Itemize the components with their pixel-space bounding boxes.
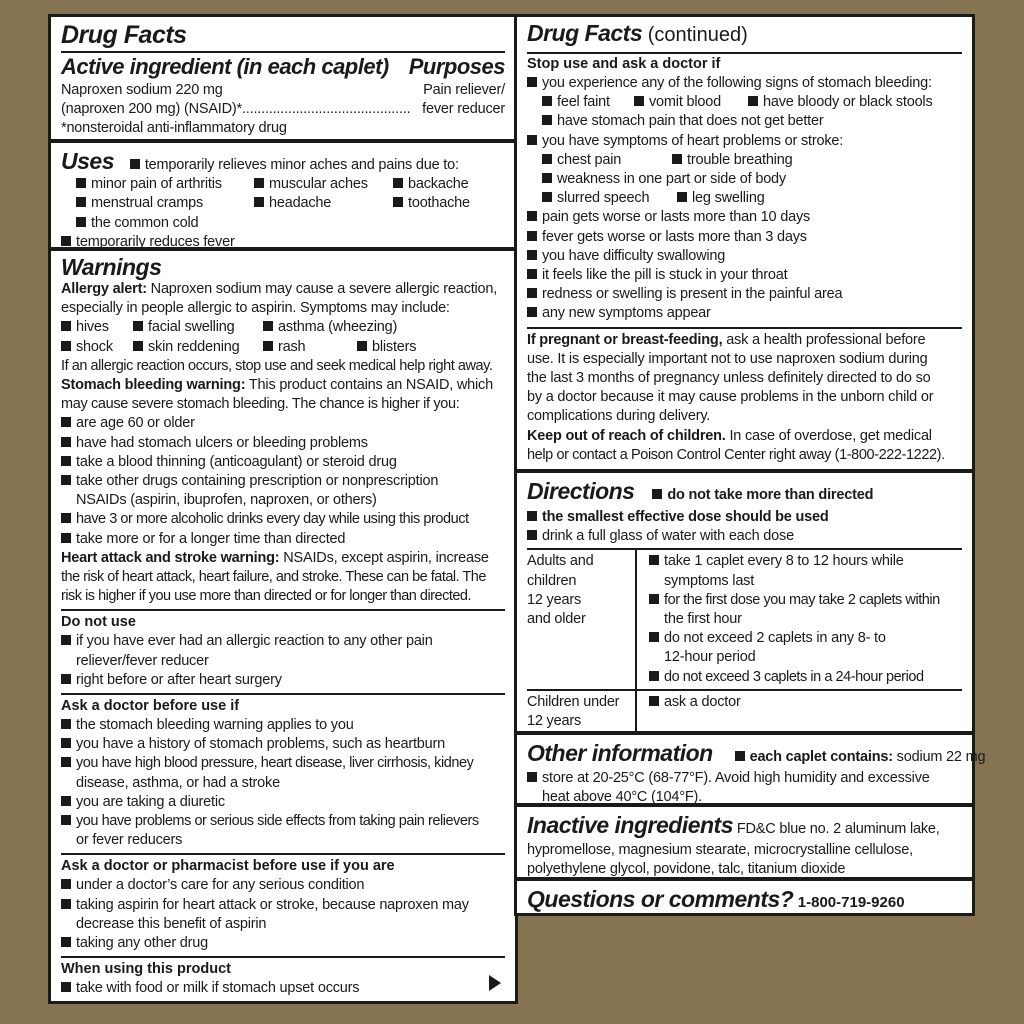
list-item: do not exceed 3 caplets in a 24-hour period <box>649 668 962 687</box>
pregnant-label: If pregnant or breast-feeding, <box>527 331 723 348</box>
use-item: headache <box>254 194 393 213</box>
bullet-icon <box>133 321 143 331</box>
bullet-icon <box>61 321 71 331</box>
bullet-icon <box>527 269 537 279</box>
list-item: take more or for a longer time than directed <box>61 530 505 549</box>
bullet-icon <box>677 192 687 202</box>
directions-heading: Directions <box>527 478 635 504</box>
bullet-icon <box>61 982 71 992</box>
inactive-ingredients-heading: Inactive ingredients <box>527 812 734 838</box>
ingredient-line-2: (naproxen 200 mg) (NSAID)* <box>61 101 242 118</box>
bullet-icon <box>735 751 745 761</box>
symptom-item: blisters <box>357 338 505 357</box>
directions-section <box>517 469 972 733</box>
bullet-icon <box>357 341 367 351</box>
symptom-item: facial swelling <box>133 318 263 337</box>
questions-heading: Questions or comments? <box>527 886 794 912</box>
list-item: have 3 or more alcoholic drinks every day while using this product <box>61 510 505 529</box>
stomach-text: may cause severe stomach bleeding. The chance is higher if you: <box>61 396 460 413</box>
bullet-icon <box>672 154 682 164</box>
bullet-icon <box>263 341 273 351</box>
sub-item: have stomach pain that does not get better <box>527 112 962 131</box>
list-item: you are taking a diuretic <box>61 793 505 812</box>
active-ingredient-heading: Active ingredient (in each caplet) <box>61 54 389 79</box>
bullet-icon <box>76 178 86 188</box>
divider <box>527 327 962 329</box>
list-item: take with food or milk if stomach upset occurs <box>61 979 505 998</box>
dosage-cell: take 1 caplet every 8 to 12 hours while symptoms last for the first dose you may take 2 caplets within the first hour do not exceed 2 caplets in any 8- to 12-hour period do not exceed 3 caplets in a 24-hour period <box>636 550 962 689</box>
list-item: redness or swelling is present in the painful area <box>527 285 962 304</box>
ingredient-footnote: *nonsteroidal anti-inflammatory drug <box>61 120 287 137</box>
inactive-text: polyethylene glycol, povidone, talc, titanium dioxide <box>527 861 846 878</box>
list-item: taking any other drug <box>61 934 505 953</box>
keep-out-text: In case of overdose, get medical <box>725 427 932 444</box>
bullet-icon <box>634 96 644 106</box>
list-item: you have problems or serious side effects from taking pain relievers <box>61 812 505 831</box>
bullet-icon <box>527 772 537 782</box>
list-item-continued: disease, asthma, or had a stroke <box>76 774 280 791</box>
bullet-icon <box>61 674 71 684</box>
list-item: you have symptoms of heart problems or stroke: <box>527 132 962 151</box>
drug-facts-continued-title: Drug Facts <box>527 20 643 46</box>
pregnant-text: ask a health professional before <box>722 331 926 348</box>
bullet-icon <box>649 632 659 642</box>
list-item: store at 20-25°C (68-77°F). Avoid high humidity and excessive <box>527 769 962 788</box>
direction-bold: do not take more than directed <box>667 487 874 503</box>
other-information-heading: Other information <box>527 740 713 766</box>
symptom-item: shock <box>61 338 133 357</box>
inactive-text: FD&C blue no. 2 aluminum lake, <box>733 821 940 837</box>
age-group-cell: Children under 12 years <box>527 690 636 733</box>
heart-text: NSAIDs, except aspirin, increase <box>279 549 489 566</box>
list-item-continued: reliever/fever reducer <box>76 652 209 669</box>
list-item-continued: or fever reducers <box>76 832 183 849</box>
warnings-heading: Warnings <box>61 254 162 280</box>
bullet-icon <box>527 135 537 145</box>
bullet-icon <box>542 96 552 106</box>
sub-item: feel faint <box>542 93 634 112</box>
bullet-icon <box>61 719 71 729</box>
bullet-icon <box>61 635 71 645</box>
bullet-icon <box>652 489 662 499</box>
list-item-continued: decrease this benefit of aspirin <box>76 915 267 932</box>
bullet-icon <box>61 879 71 889</box>
drug-facts-title: Drug Facts <box>61 21 187 49</box>
list-item: do not exceed 2 caplets in any 8- to <box>649 629 962 648</box>
list-item: are age 60 or older <box>61 414 505 433</box>
age-group-cell: Adults and children 12 years and older <box>527 550 636 689</box>
sub-item: weakness in one part or side of body <box>527 170 962 189</box>
stop-use-section <box>517 19 972 465</box>
list-item: drink a full glass of water with each dose <box>527 527 962 546</box>
bullet-icon <box>61 738 71 748</box>
use-item: minor pain of arthritis <box>76 175 254 194</box>
questions-section <box>517 877 972 913</box>
bullet-icon <box>527 211 537 221</box>
sub-item: leg swelling <box>677 189 765 208</box>
bullet-icon <box>542 154 552 164</box>
bullet-icon <box>254 178 264 188</box>
bullet-icon <box>61 796 71 806</box>
list-item: you have difficulty swallowing <box>527 247 962 266</box>
stomach-text: This product contains an NSAID, which <box>245 377 493 394</box>
list-item: taking aspirin for heart attack or stroke, because naproxen may <box>61 896 505 915</box>
list-item: you experience any of the following signs of stomach bleeding: <box>527 74 962 93</box>
bullet-icon <box>61 899 71 909</box>
continued-label: (continued) <box>642 24 748 46</box>
list-item: take a blood thinning (anticoagulant) or steroid drug <box>61 453 505 472</box>
list-item: take other drugs containing prescription or nonprescription <box>61 472 505 491</box>
list-item: take 1 caplet every 8 to 12 hours while <box>649 552 962 571</box>
list-item: you have high blood pressure, heart disease, liver cirrhosis, kidney <box>61 754 505 773</box>
bullet-icon <box>748 96 758 106</box>
bullet-icon <box>649 555 659 565</box>
allergy-text: Naproxen sodium may cause a severe allergic reaction, <box>146 281 498 297</box>
list-item: any new symptoms appear <box>527 304 962 323</box>
list-item-continued: heat above 40°C (104°F). <box>542 789 702 806</box>
drug-facts-left-panel <box>48 14 518 1004</box>
divider <box>61 853 505 855</box>
purpose-line-2: fever reducer <box>422 101 505 118</box>
list-item: you have a history of stomach problems, such as heartburn <box>61 735 505 754</box>
ask-doctor-heading: Ask a doctor before use if <box>61 698 240 715</box>
bullet-icon <box>61 533 71 543</box>
bullet-icon <box>61 815 71 825</box>
bullet-icon <box>649 696 659 706</box>
sodium-label: each caplet contains: <box>749 749 893 765</box>
divider <box>61 693 505 695</box>
bullet-icon <box>527 250 537 260</box>
symptom-item: hives <box>61 318 133 337</box>
sub-item: have bloody or black stools <box>748 93 933 112</box>
list-item: for the first dose you may take 2 caplets within <box>649 591 962 610</box>
other-information-section <box>517 731 986 806</box>
sub-item: chest pain <box>542 151 672 170</box>
do-not-use-heading: Do not use <box>61 614 136 631</box>
pregnant-text: the last 3 months of pregnancy unless definitely directed to do so <box>527 370 931 387</box>
allergy-action: If an allergic reaction occurs, stop use and seek medical help right away. <box>61 357 493 374</box>
bullet-icon <box>393 178 403 188</box>
bullet-icon <box>76 217 86 227</box>
bullet-icon <box>61 513 71 523</box>
stomach-warning-label: Stomach bleeding warning: <box>61 377 246 394</box>
use-item: muscular aches <box>254 175 393 194</box>
list-item: pain gets worse or lasts more than 10 days <box>527 208 962 227</box>
bullet-icon <box>61 937 71 947</box>
list-item: it feels like the pill is stuck in your throat <box>527 266 962 285</box>
list-item: have had stomach ulcers or bleeding problems <box>61 434 505 453</box>
bullet-icon <box>61 475 71 485</box>
use-item: backache <box>393 175 505 194</box>
use-item: temporarily reduces fever <box>61 233 505 252</box>
bullet-icon <box>254 197 264 207</box>
list-item: fever gets worse or lasts more than 3 days <box>527 228 962 247</box>
sub-item: trouble breathing <box>672 151 792 170</box>
uses-heading: Uses <box>61 148 114 174</box>
inactive-ingredients-section <box>517 803 972 877</box>
sub-item: slurred speech <box>542 189 677 208</box>
symptom-item: skin reddening <box>133 338 263 357</box>
heart-warning-label: Heart attack and stroke warning: <box>61 549 280 566</box>
list-item-continued: NSAIDs (aspirin, ibuprofen, naproxen, or others) <box>76 492 377 509</box>
bullet-icon <box>61 757 71 767</box>
bullet-icon <box>649 671 659 681</box>
bullet-icon <box>527 288 537 298</box>
list-item: right before or after heart surgery <box>61 671 505 690</box>
bullet-icon <box>61 341 71 351</box>
divider <box>61 956 505 958</box>
heart-text: the risk of heart attack, heart failure, and stroke. These can be fatal. The <box>61 569 486 586</box>
bullet-icon <box>542 173 552 183</box>
bullet-icon <box>76 197 86 207</box>
list-item: the stomach bleeding warning applies to you <box>61 716 505 735</box>
purposes-heading: Purposes <box>408 54 505 79</box>
uses-section <box>51 139 515 249</box>
keep-out-text: help or contact a Poison Control Center right away (1-800-222-1222). <box>527 446 945 463</box>
pregnant-text: use. It is especially important not to use naproxen sodium during <box>527 350 928 367</box>
when-using-heading: When using this product <box>61 961 231 978</box>
bullet-icon <box>542 192 552 202</box>
divider <box>61 609 505 611</box>
bullet-icon <box>527 77 537 87</box>
bullet-icon <box>649 594 659 604</box>
allergy-text: especially in people allergic to aspirin. Symptoms may include: <box>61 300 450 317</box>
table-row <box>527 690 962 733</box>
continue-arrow-icon <box>489 975 501 991</box>
warnings-section <box>51 247 515 1001</box>
dot-leader: ............................................ <box>241 101 411 118</box>
table-row <box>527 550 962 689</box>
dosage-cell <box>636 690 962 733</box>
pregnant-text: complications during delivery. <box>527 408 711 425</box>
stop-use-heading: Stop use and ask a doctor if <box>527 56 721 72</box>
bullet-icon <box>133 341 143 351</box>
uses-intro: temporarily relieves minor aches and pains due to: <box>144 157 459 173</box>
active-ingredient-section <box>51 19 515 141</box>
sodium-value: sodium 22 mg <box>892 749 986 765</box>
bullet-icon <box>61 437 71 447</box>
allergy-alert-label: Allergy alert: <box>61 281 147 297</box>
list-item: the smallest effective dose should be used <box>527 508 962 527</box>
use-item: toothache <box>393 194 505 213</box>
bullet-icon <box>527 307 537 317</box>
bullet-icon <box>527 231 537 241</box>
symptom-item: asthma (wheezing) <box>263 318 505 337</box>
use-item: the common cold <box>76 214 254 233</box>
keep-out-label: Keep out of reach of children. <box>527 427 726 444</box>
inactive-text: hypromellose, magnesium stearate, microcrystalline cellulose, <box>527 842 913 858</box>
bullet-icon <box>393 197 403 207</box>
bullet-icon <box>61 456 71 466</box>
divider <box>527 52 962 54</box>
bullet-icon <box>527 511 537 521</box>
symptom-item: rash <box>263 338 357 357</box>
questions-phone[interactable]: 1-800-719-9260 <box>797 894 905 911</box>
purpose-line-1: Pain reliever/ <box>423 82 505 98</box>
ingredient-line-1: Naproxen sodium 220 mg <box>61 82 223 98</box>
heart-text: risk is higher if you use more than directed or for longer than directed. <box>61 588 472 605</box>
list-item: under a doctor’s care for any serious condition <box>61 876 505 895</box>
list-item: ask a doctor <box>649 693 962 712</box>
bullet-icon <box>61 417 71 427</box>
pregnant-text: by a doctor because it may cause problems in the unborn child or <box>527 389 934 406</box>
bullet-icon <box>130 159 140 169</box>
dosage-table <box>527 550 962 733</box>
bullet-icon <box>542 115 552 125</box>
use-item: menstrual cramps <box>76 194 254 213</box>
list-item: if you have ever had an allergic reaction to any other pain <box>61 632 505 651</box>
bullet-icon <box>61 236 71 246</box>
bullet-icon <box>527 530 537 540</box>
bullet-icon <box>263 321 273 331</box>
ask-pharmacist-heading: Ask a doctor or pharmacist before use if you are <box>61 858 395 875</box>
drug-facts-right-panel <box>514 14 986 916</box>
sub-item: vomit blood <box>634 93 748 112</box>
